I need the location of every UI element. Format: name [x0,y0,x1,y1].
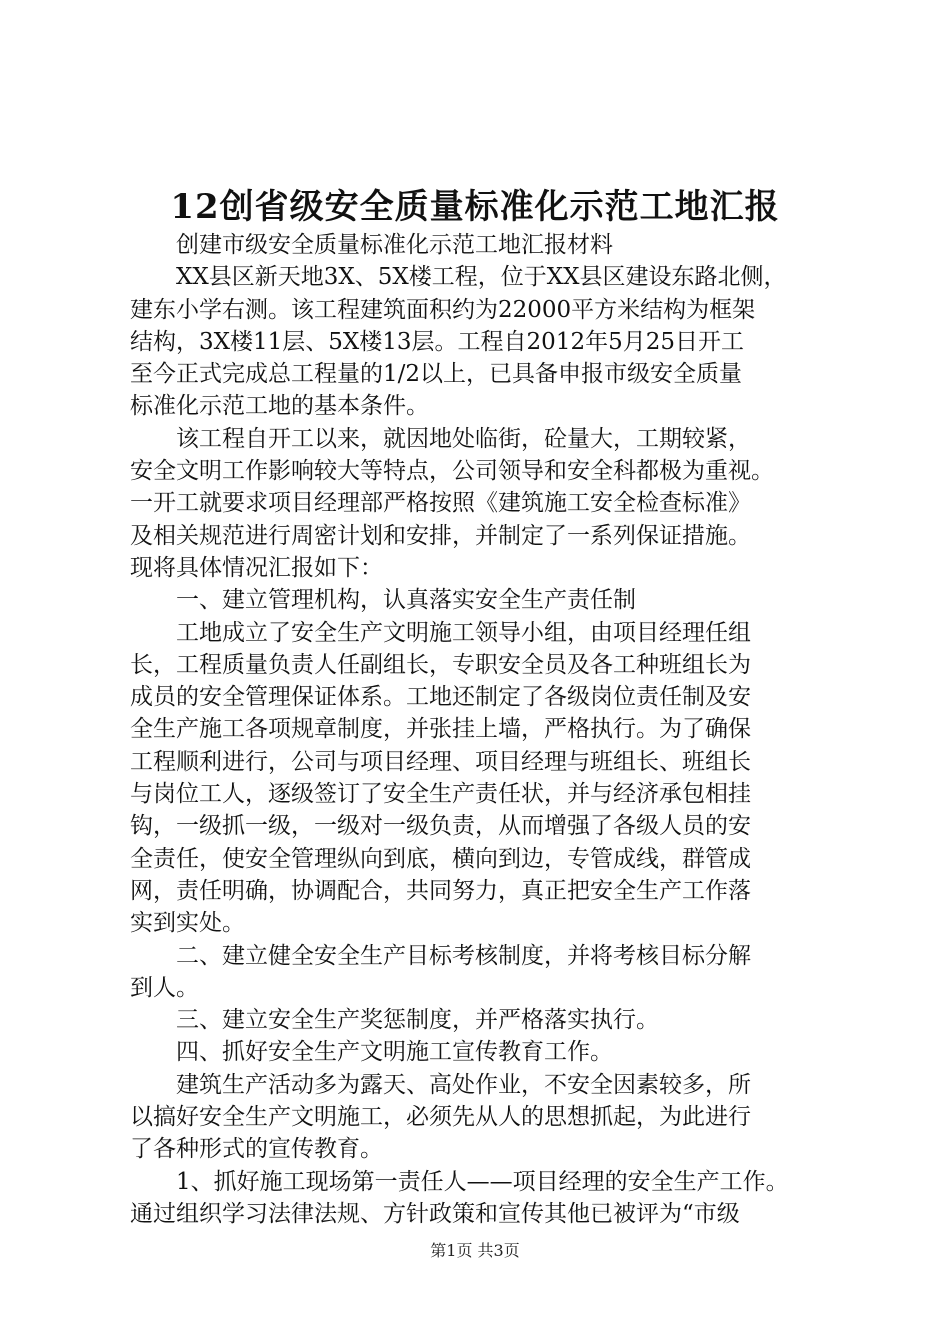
paragraph-line: XX县区新天地3X、5X楼工程，位于XX县区建设东路北侧， [130,264,787,291]
paragraph-line: 到人。 [130,974,199,1001]
paragraph-line: 长，工程质量负责人任副组长，专职安全员及各工种班组长为 [130,651,751,678]
paragraph-line: 成员的安全管理保证体系。工地还制定了各级岗位责任制及安 [130,684,751,711]
paragraph-line: 创建市级安全质量标准化示范工地汇报材料 [130,232,613,258]
document-title: 12创省级安全质量标准化示范工地汇报 [170,187,780,227]
paragraph-line: 该工程自开工以来，就因地处临街，砼量大，工期较紧， [130,425,751,452]
paragraph-line: 全生产施工各项规章制度，并张挂上墙，严格执行。为了确保 [130,716,751,743]
paragraph-line: 现将具体情况汇报如下： [130,554,383,581]
paragraph-line: 二、建立健全安全生产目标考核制度，并将考核目标分解 [130,942,751,969]
paragraph-line: 建筑生产活动多为露天、高处作业，不安全因素较多，所 [130,1071,751,1098]
paragraph-line: 一、建立管理机构，认真落实安全生产责任制 [130,587,636,614]
paragraph-line: 1、抓好施工现场第一责任人——项目经理的安全生产工作。 [130,1168,789,1195]
page-footer: 第1页 共3页 [430,1241,520,1260]
paragraph-line: 及相关规范进行周密计划和安排，并制定了一系列保证措施。 [130,522,751,549]
paragraph-line: 建东小学右测。该工程建筑面积约为22000平方米结构为框架 [130,296,756,323]
paragraph-line: 工程顺利进行，公司与项目经理、项目经理与班组长、班组长 [130,748,751,775]
paragraph-line: 以搞好安全生产文明施工，必须先从人的思想抓起，为此进行 [130,1104,751,1131]
paragraph-line: 标准化示范工地的基本条件。 [130,393,429,420]
paragraph-line: 了各种形式的宣传教育。 [130,1136,383,1163]
paragraph-line: 安全文明工作影响较大等特点，公司领导和安全科都极为重视。 [130,458,774,485]
paragraph-line: 全责任，使安全管理纵向到底，横向到边，专管成线，群管成 [130,845,751,872]
paragraph-line: 至今正式完成总工程量的1/2以上，已具备申报市级安全质量 [130,361,743,388]
paragraph-line: 一开工就要求项目经理部严格按照《建筑施工安全检查标准》 [130,490,751,517]
paragraph-line: 三、建立安全生产奖惩制度，并严格落实执行。 [130,1007,659,1034]
paragraph-line: 钩，一级抓一级，一级对一级负责，从而增强了各级人员的安 [130,813,751,840]
paragraph-line: 工地成立了安全生产文明施工领导小组，由项目经理任组 [130,619,751,646]
paragraph-line: 实到实处。 [130,910,245,937]
paragraph-line: 结构，3X楼11层、5X楼13层。工程自2012年5月25日开工 [130,328,744,355]
document-body [130,229,835,1230]
paragraph-line: 网，责任明确，协调配合，共同努力，真正把安全生产工作落 [130,877,751,904]
paragraph-line: 与岗位工人，逐级签订了安全生产责任状，并与经济承包相挂 [130,781,751,808]
paragraph-line: 四、抓好安全生产文明施工宣传教育工作。 [130,1039,613,1066]
paragraph-line: 通过组织学习法律法规、方针政策和宣传其他已被评为“市级 [130,1200,740,1227]
